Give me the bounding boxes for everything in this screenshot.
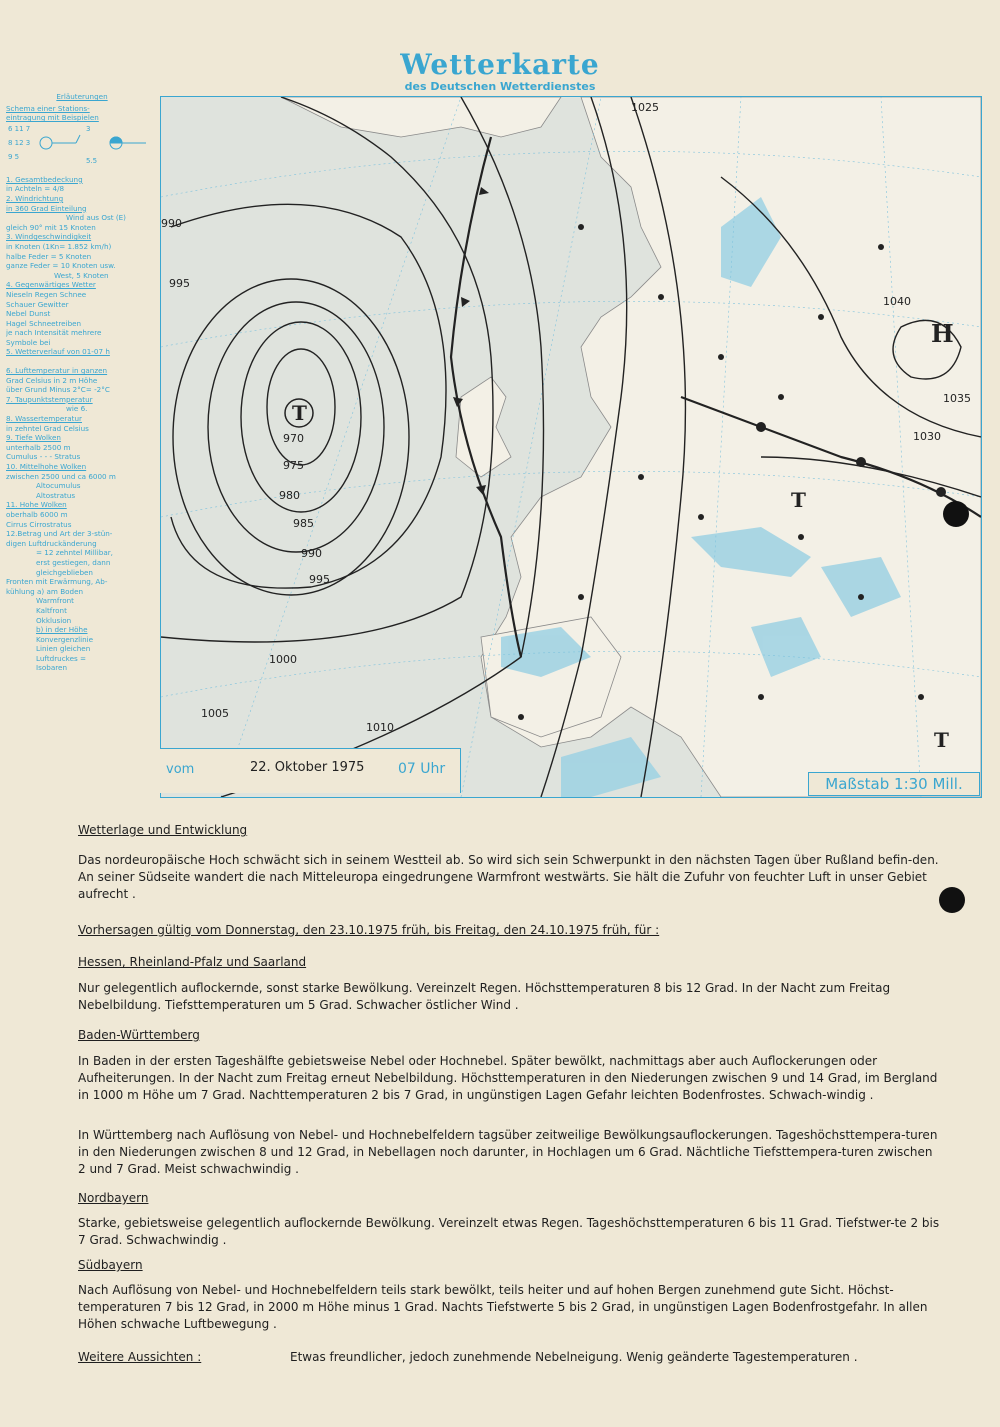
legend-line: 6. Lufttemperatur in ganzen xyxy=(6,366,108,376)
isobar-label: 1035 xyxy=(943,392,971,405)
forecast-validity-heading: Vorhersagen gültig vom Donnerstag, den 23.10.1975 früh, bis Freitag, den 24.10.1975 früh, für : xyxy=(78,923,660,937)
section-heading: Baden-Württemberg xyxy=(78,1028,200,1042)
legend-line: erst gestiegen, dann xyxy=(36,557,111,567)
legend-line: Isobaren xyxy=(36,663,68,673)
section-paragraph: Nach Auflösung von Nebel- und Hochnebelfeldern teils stark bewölkt, teils heiter und auf hohen Bergen zunehmend gute Sicht. Höchst-temperaturen 7 bis 12 Grad, in 2000 m Höhe minus 1 Grad. Nachts Tiefstwerte 5 bis 2 Grad, in ungünstigen Lagen Bodenfrostgefahr. In allen Höhen schwache Luftbewegung . xyxy=(78,1283,928,1331)
legend-line: Konvergenzlinie xyxy=(36,634,94,644)
legend-line: Fronten mit Erwärmung, Ab- xyxy=(6,577,108,587)
isobar-label: 995 xyxy=(309,573,330,586)
legend-line: gleichgeblieben xyxy=(36,567,93,577)
section-heading: Wetterlage und Entwicklung xyxy=(78,823,248,837)
section-heading: Nordbayern xyxy=(78,1191,149,1205)
legend-line: Nieseln Regen Schnee xyxy=(6,289,87,299)
legend-line: Cumulus - - - Stratus xyxy=(6,452,81,462)
station-dot xyxy=(698,514,704,520)
legend-line: 7. Taupunktstemperatur xyxy=(6,394,93,404)
legend-line: Schauer Gewitter xyxy=(6,299,69,309)
legend-line: 10. Mittelhohe Wolken xyxy=(6,462,87,471)
legend-line: 2. Windrichtung xyxy=(6,193,64,203)
legend-line: 12.Betrag und Art der 3-stün- xyxy=(6,529,113,539)
map-subtitle: des Deutschen Wetterdienstes xyxy=(404,80,596,93)
legend-line: West, 5 Knoten xyxy=(54,270,109,280)
legend-line: digen Luftdruckänderung xyxy=(6,538,97,548)
map-date-prefix: vom xyxy=(166,762,195,777)
isobar-label: 975 xyxy=(283,459,304,472)
isobar-label: 1010 xyxy=(366,721,394,734)
low-pressure-symbol: T xyxy=(791,488,806,512)
front-marker xyxy=(479,187,489,195)
section-heading: Südbayern xyxy=(78,1258,143,1272)
legend-line: kühlung a) am Boden xyxy=(6,586,84,596)
station-dot xyxy=(878,244,884,250)
legend-line: zwischen 2500 und ca 6000 m xyxy=(6,471,116,481)
legend-line: Altocumulus xyxy=(36,481,81,491)
isobar-label: 995 xyxy=(169,277,190,290)
map-scale: Maßstab 1:30 Mill. xyxy=(808,772,980,796)
isobar-label: 1025 xyxy=(631,101,659,114)
station-dot xyxy=(578,594,584,600)
section-paragraph: Nur gelegentlich auflockernde, sonst starke Bewölkung. Vereinzelt Regen. Höchsttemperaturen 8 bis 12 Grad. In der Nacht zum Freitag Nebelbildung. Tiefsttemperaturen um 5 Grad. Schwacher östlicher Wind . xyxy=(78,981,891,1012)
isobar-label: 980 xyxy=(279,489,300,502)
isobar-label: 985 xyxy=(293,517,314,530)
legend-line: Altostratus xyxy=(36,490,76,500)
legend-line: unterhalb 2500 m xyxy=(6,442,71,452)
station-dot xyxy=(858,594,864,600)
legend-line: in Knoten (1Kn= 1.852 km/h) xyxy=(6,241,112,251)
isobar-label: 1005 xyxy=(201,707,229,720)
station-schema-symbol xyxy=(6,123,158,175)
legend-line: ganze Feder = 10 Knoten usw. xyxy=(6,261,116,271)
legend-line: Wind aus Ost (E) xyxy=(66,213,126,223)
legend-line: 3. Windgeschwindigkeit xyxy=(6,232,92,242)
svg-text:5.5: 5.5 xyxy=(86,156,98,165)
station-dot xyxy=(758,694,764,700)
station-dot xyxy=(818,314,824,320)
station-dot xyxy=(518,714,524,720)
isobar-label: 970 xyxy=(283,432,304,445)
legend-line: Schema einer Stations- xyxy=(6,103,90,113)
map-time: 07 Uhr xyxy=(398,761,446,777)
legend-line: in zehntel Grad Celsius xyxy=(6,423,89,433)
svg-text:9 5: 9 5 xyxy=(8,152,20,161)
front-marker xyxy=(856,457,866,467)
section-paragraph: Starke, gebietsweise gelegentlich auflockernde Bewölkung. Vereinzelt etwas Regen. Tageshöchsttemperaturen 6 bis 11 Grad. Tiefstwer-te 2 bis 7 Grad. Schwachwindig . xyxy=(78,1216,940,1247)
legend-line: 4. Gegenwärtiges Wetter xyxy=(6,280,96,290)
outlook-label: Weitere Aussichten : xyxy=(78,1350,202,1364)
isobar-label: 1000 xyxy=(269,653,297,666)
map-title: Wetterkarte xyxy=(400,48,600,81)
legend-line: 8. Wassertemperatur xyxy=(6,414,82,424)
low-pressure-symbol: T xyxy=(292,401,307,425)
legend-line: über Grund Minus 2°C= -2°C xyxy=(6,385,110,395)
legend-line: in 360 Grad Einteilung xyxy=(6,203,87,213)
front-marker xyxy=(936,487,946,497)
weather-course-symbols xyxy=(6,357,158,366)
section-heading: Hessen, Rheinland-Pfalz und Saarland xyxy=(78,955,307,969)
front-marker xyxy=(461,297,470,307)
legend-line: Luftdruckes = xyxy=(36,653,87,663)
punch-hole xyxy=(939,887,965,913)
legend-line: 9. Tiefe Wolken xyxy=(6,433,61,443)
station-dot xyxy=(718,354,724,360)
iceland-land xyxy=(281,97,561,137)
isobar-label: 1030 xyxy=(913,430,941,443)
weather-map-drawing xyxy=(161,97,981,797)
legend-line: in Achteln = 4/8 xyxy=(6,184,65,194)
station-dot xyxy=(918,694,924,700)
legend-line: halbe Feder = 5 Knoten xyxy=(6,251,92,261)
station-dot xyxy=(578,224,584,230)
legend-line: Hagel Schneetreiben xyxy=(6,318,82,328)
legend-line: oberhalb 6000 m xyxy=(6,509,68,519)
svg-text:3: 3 xyxy=(86,124,91,133)
section-paragraph: In Baden in der ersten Tageshälfte gebietsweise Nebel oder Hochnebel. Später bewölkt, nachmittags aber auch Auflockerungen oder Aufheiterungen. In der Nacht zum Freitag erneut Nebelbildung. Höchsttemperaturen in den Niederungen zwischen 9 und 14 Grad, im Bergland in 1000 m Höhe um 7 Grad. Nachttemperaturen 2 bis 7 Grad, in ungünstigen Lagen Gefahr leichten Bodenfrostes. Schwach-windig . xyxy=(78,1054,938,1102)
section-paragraph: Das nordeuropäische Hoch schwächt sich in seinem Westteil ab. So wird sich sein Schwerpunkt in den nächsten Tagen über Rußland befin-den. An seiner Südseite wandert die nach Mitteleuropa eingedrungene Warmfront westwärts. Sie hält die Zufuhr von feuchter Luft in unser Gebiet aufrecht . xyxy=(78,853,939,901)
station-dot xyxy=(638,474,644,480)
front-marker xyxy=(756,422,766,432)
legend-line: 11. Hohe Wolken xyxy=(6,500,67,510)
outlook-text: Etwas freundlicher, jedoch zunehmende Nebelneigung. Wenig geänderte Tagestemperaturen . xyxy=(290,1350,858,1364)
legend-line: b) in der Höhe xyxy=(36,625,88,635)
longitude-line xyxy=(221,97,461,797)
legend-heading: Erläuterungen xyxy=(56,92,108,101)
station-dot xyxy=(778,394,784,400)
legend-line: Symbole bei xyxy=(6,337,51,347)
legend-line: eintragung mit Beispielen xyxy=(6,113,99,123)
high-pressure-symbol: H xyxy=(931,319,954,348)
low-pressure-symbol: T xyxy=(934,728,949,752)
punch-hole xyxy=(943,501,969,527)
weather-map xyxy=(160,96,982,798)
legend-line: wie 6. xyxy=(66,404,88,414)
section-paragraph: In Württemberg nach Auflösung von Nebel- und Hochnebelfeldern tagsüber zeitweilige Bewölkungsauflockerungen. Tageshöchsttempera-turen in den Niederungen zwischen 8 und 12 Grad, in Nebellagen noch darunter, in Hochlagen um 6 Grad. Nächtliche Tiefsttempera-turen zwischen 2 und 7 Grad. Meist schwachwindig . xyxy=(78,1128,938,1176)
isobar-label: 990 xyxy=(301,547,322,560)
station-dot xyxy=(798,534,804,540)
isobar-label: 990 xyxy=(161,217,182,230)
legend-line: Kaltfront xyxy=(36,605,67,615)
legend-line: Grad Celsius in 2 m Höhe xyxy=(6,375,98,385)
legend-line: = 12 zehntel Millibar, xyxy=(36,548,113,558)
legend-line: Nebel Dunst xyxy=(6,309,51,319)
legend-line: je nach Intensität mehrere xyxy=(6,328,102,338)
legend-line: Cirrus Cirrostratus xyxy=(6,519,72,529)
svg-text:6 11 7: 6 11 7 xyxy=(8,124,31,133)
legend-line: Warmfront xyxy=(36,596,74,606)
isobar-label: 1040 xyxy=(883,295,911,308)
legend-panel xyxy=(6,92,158,673)
legend-line: 1. Gesamtbedeckung xyxy=(6,174,83,184)
svg-text:8 12 3: 8 12 3 xyxy=(8,138,31,147)
legend-line: Okklusion xyxy=(36,615,72,625)
station-dot xyxy=(658,294,664,300)
legend-line: Linien gleichen xyxy=(36,644,91,654)
legend-line: gleich 90° mit 15 Knoten xyxy=(6,222,96,232)
map-date: 22. Oktober 1975 xyxy=(250,760,365,775)
legend-line: 5. Wetterverlauf von 01-07 h xyxy=(6,347,110,357)
